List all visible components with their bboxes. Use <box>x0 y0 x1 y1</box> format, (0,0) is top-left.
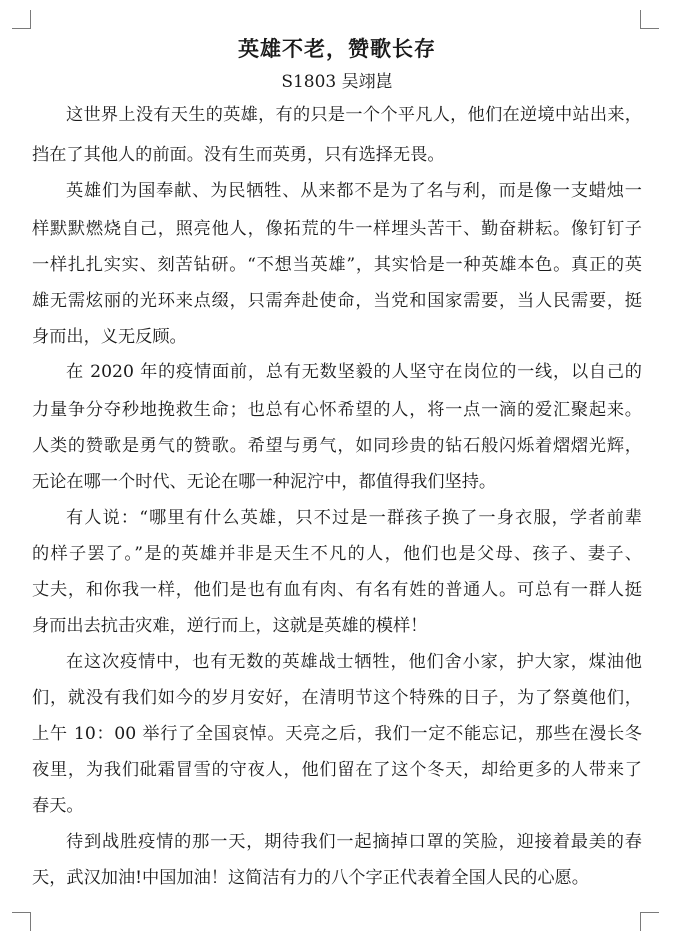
paragraph-line: 身而出去抗击灾难，逆行而上，这就是英雄的模样！ <box>32 616 428 636</box>
paragraph-line: 样默默燃烧自己，照亮他人，像拓荒的牛一样埋头苦干、勤奋耕耘。像钉钉子 <box>32 219 642 239</box>
paragraph-line: 夜里，为我们砒霜冒雪的守夜人，他们留在了这个冬天，却给更多的人带来了 <box>32 760 642 780</box>
margin-corner-mark-top-right <box>640 10 659 29</box>
paragraph-line: 这世界上没有天生的英雄，有的只是一个个平凡人，他们在逆境中站出来， <box>66 105 642 125</box>
paragraph-line: 无论在哪一个时代、无论在哪一种泥泞中，都值得我们坚持。 <box>32 472 497 492</box>
paragraph-line: 们，就没有我们如今的岁月安好，在清明节这个特殊的日子，为了祭奠他们， <box>32 688 642 708</box>
paragraph-line: 春天。 <box>32 796 84 816</box>
paragraph-line: 身而出，义无反顾。 <box>32 327 187 347</box>
paragraph-line: 上午 10：00 举行了全国哀悼。天亮之后，我们一定不能忘记，那些在漫长冬 <box>32 724 642 744</box>
paragraph-line: 的样子罢了。”是的英雄并非是天生不凡的人，他们也是父母、孩子、妻子、 <box>32 544 642 564</box>
margin-corner-mark-top-left <box>12 10 31 29</box>
margin-corner-mark-bottom-right <box>640 912 659 931</box>
paragraph-line: 力量争分夺秒地挽救生命；也总有心怀希望的人，将一点一滴的爱汇聚起来。 <box>32 400 642 420</box>
paragraph-line: 丈夫，和你我一样，他们是也有血有肉、有名有姓的普通人。可总有一群人挺 <box>32 580 642 600</box>
document-author: S1803 吴翊崑 <box>281 72 393 92</box>
paragraph-line: 挡在了其他人的前面。没有生而英勇，只有选择无畏。 <box>32 145 445 165</box>
paragraph-line: 天，武汉加油!中国加油！这简洁有力的八个字正代表着全国人民的心愿。 <box>32 868 589 888</box>
paragraph-line: 人类的赞歌是勇气的赞歌。希望与勇气，如同珍贵的钻石般闪烁着熠熠光辉， <box>32 436 642 456</box>
paragraph-line: 有人说：“哪里有什么英雄，只不过是一群孩子换了一身衣服，学者前辈 <box>66 508 642 528</box>
paragraph-line: 在这次疫情中，也有无数的英雄战士牺牲，他们舍小家，护大家，煤油他 <box>66 652 642 672</box>
paragraph-line: 英雄们为国奉献、为民牺牲、从来都不是为了名与利，而是像一支蜡烛一 <box>66 181 642 201</box>
paragraph-line: 雄无需炫丽的光环来点缀，只需奔赴使命，当党和国家需要，当人民需要，挺 <box>32 291 642 311</box>
document-title: 英雄不老，赞歌长存 <box>238 36 436 61</box>
paragraph-line: 在 2020 年的疫情面前，总有无数坚毅的人坚守在岗位的一线，以自己的 <box>66 362 642 382</box>
paragraph-line: 一样扎扎实实、刻苦钻研。“不想当英雄”，其实恰是一种英雄本色。真正的英 <box>32 255 642 275</box>
margin-corner-mark-bottom-left <box>12 912 31 931</box>
paragraph-line: 待到战胜疫情的那一天，期待我们一起摘掉口罩的笑脸，迎接着最美的春 <box>66 832 642 852</box>
